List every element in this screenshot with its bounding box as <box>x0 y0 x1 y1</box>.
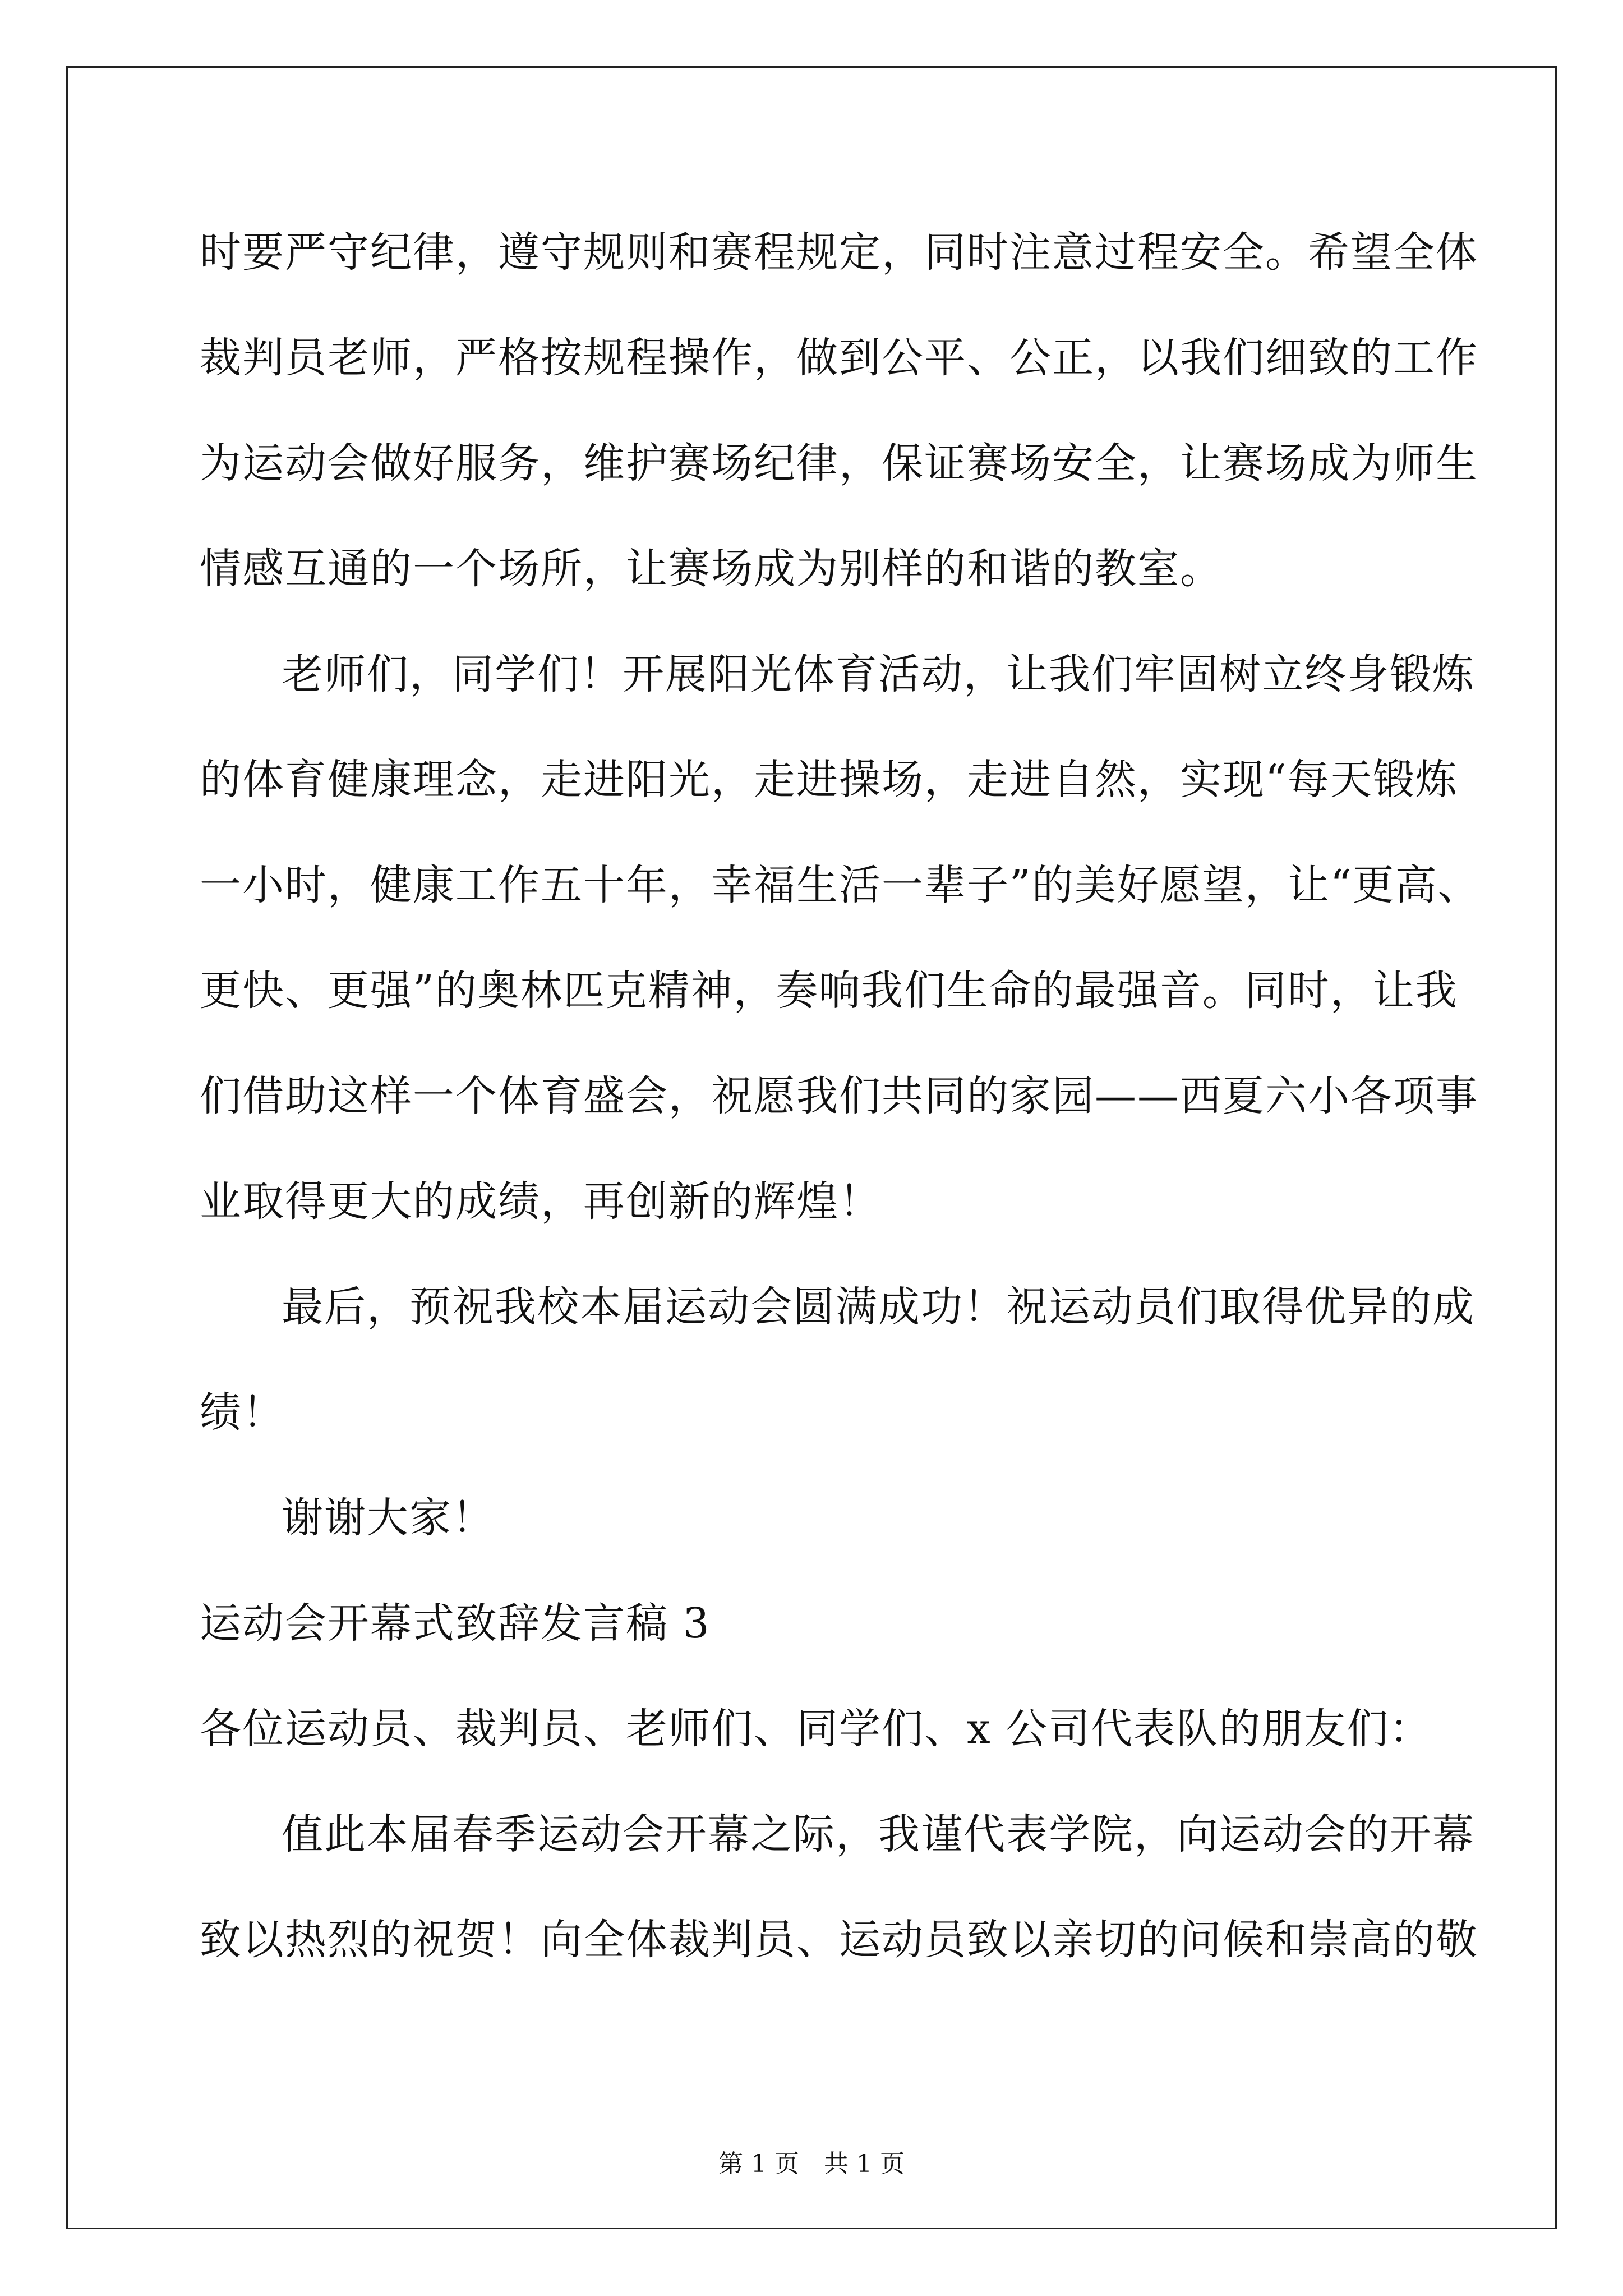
text-line: 业取得更大的成绩，再创新的辉煌！ <box>200 1177 882 1226</box>
paragraph-start-line: 最后，预祝我校本届运动会圆满成功！祝运动员们取得优异的成 <box>282 1283 1475 1331</box>
text-line: 们借助这样一个体育盛会，祝愿我们共同的家园——西夏六小各项事 <box>200 1072 1478 1120</box>
salutation-line: 各位运动员、裁判员、老师们、同学们、x 公司代表队的朋友们： <box>200 1705 1432 1753</box>
text-line: 致以热烈的祝贺！向全体裁判员、运动员致以亲切的问候和崇高的敬 <box>200 1916 1478 1964</box>
page-border <box>66 66 1557 2229</box>
paragraph-start-line: 值此本届春季运动会开幕之际，我谨代表学院，向运动会的开幕 <box>282 1810 1475 1858</box>
text-line: 为运动会做好服务，维护赛场纪律，保证赛场安全，让赛场成为师生 <box>200 439 1478 487</box>
text-line: 的体育健康理念，走进阳光，走进操场，走进自然，实现“每天锻炼 <box>200 756 1458 804</box>
text-line: 一小时，健康工作五十年，幸福生活一辈子”的美好愿望，让“更高、 <box>200 861 1481 909</box>
text-line: 更快、更强”的奥林匹克精神，奏响我们生命的最强音。同时，让我 <box>200 967 1458 1015</box>
section-heading: 运动会开幕式致辞发言稿 3 <box>200 1599 711 1648</box>
text-line: 裁判员老师，严格按规程操作，做到公平、公正，以我们细致的工作 <box>200 334 1478 382</box>
closing-line: 谢谢大家！ <box>282 1494 495 1542</box>
paragraph-start-line: 老师们，同学们！开展阳光体育活动，让我们牢固树立终身锻炼 <box>282 650 1475 698</box>
text-line: 情感互通的一个场所，让赛场成为别样的和谐的教室。 <box>200 545 1223 593</box>
text-line: 时要严守纪律，遵守规则和赛程规定，同时注意过程安全。希望全体 <box>200 228 1478 277</box>
text-line: 绩！ <box>200 1388 285 1437</box>
page-number-footer: 第 1 页 共 1 页 <box>718 2150 905 2178</box>
